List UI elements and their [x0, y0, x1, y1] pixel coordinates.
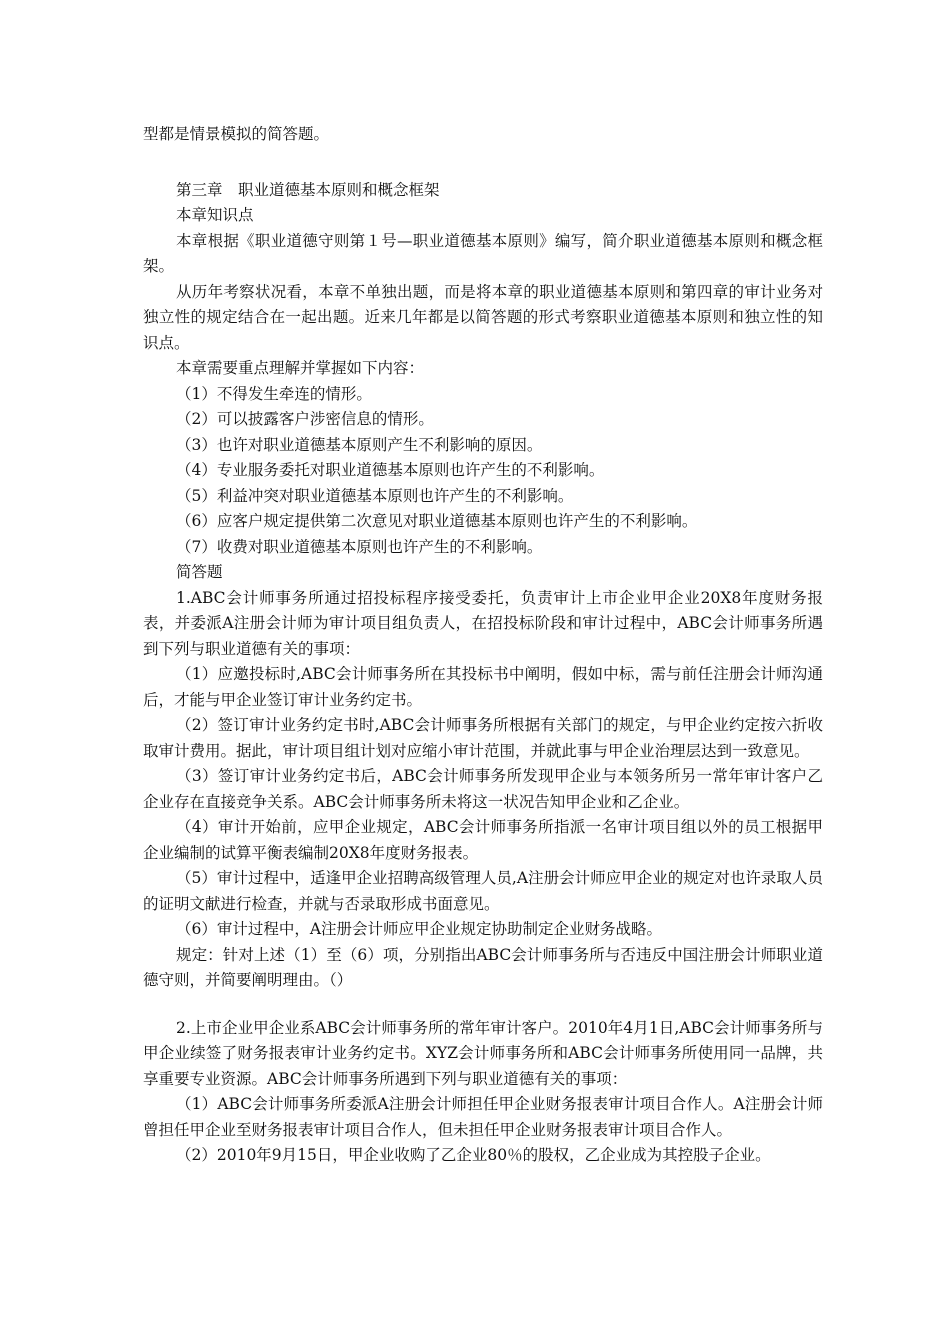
question-1-item: （5）审计过程中，适逢甲企业招聘高级管理人员,A注册会计师应甲企业的规定对也许录取人员的证明文献进行检查，并就与否录取形成书面意见。 [143, 869, 823, 913]
question-1-item: （4）审计开始前，应甲企业规定，ABC会计师事务所指派一名审计项目组以外的员工根据甲企业编制的试算平衡表编制20X8年度财务报表。 [143, 818, 823, 862]
spacer [143, 148, 823, 178]
question-1-item: （2）签订审计业务约定书时,ABC会计师事务所根据有关部门的规定，与甲企业约定按六折收取审计费用。据此，审计项目组计划对应缩小审计范围，并就此事与甲企业治理层达到一致意见。 [143, 716, 823, 760]
list-item: （3）也许对职业道德基本原则产生不利影响的原因。 [176, 435, 543, 454]
question-1-requirement: 规定：针对上述（1）至（6）项，分别指出ABC会计师事务所与否违反中国注册会计师职业道德守则，并简要阐明理由。（） [143, 945, 823, 989]
list-item: （1）不得发生牵连的情形。 [176, 384, 372, 403]
list-item: （7）收费对职业道德基本原则也许产生的不利影响。 [176, 537, 543, 556]
question-1: 1.ABC会计师事务所通过招投标程序接受委托，负责审计上市企业甲企业20X8年度财务报表，并委派A注册会计师为审计项目组负责人，在招投标阶段和审计过程中，ABC会计师事务所遇到下列与职业道德有关的事项： [143, 588, 823, 658]
question-1-item: （1）应邀投标时,ABC会计师事务所在其投标书中阐明，假如中标，需与前任注册会计师沟通后，才能与甲企业签订审计业务约定书。 [143, 665, 823, 709]
list-item: （2）可以披露客户涉密信息的情形。 [176, 410, 434, 428]
question-1-item: （6）审计过程中，A注册会计师应甲企业规定协助制定企业财务战略。 [176, 920, 663, 938]
question-2-item: （2）2010年9月15日，甲企业收购了乙企业80％的股权，乙企业成为其控股子企业。 [176, 1146, 771, 1164]
question-2-item: （1）ABC会计师事务所委派A注册会计师担任甲企业财务报表审计项目合作人。A注册会计师曾担任甲企业至财务报表审计项目合作人，但未担任甲企业财务报表审计项目合作人。 [143, 1095, 823, 1139]
section-heading-knowledge: 本章知识点 [176, 206, 254, 224]
section-heading-short-answer: 简答题 [176, 563, 223, 581]
list-item: （4）专业服务委托对职业道德基本原则也许产生的不利影响。 [176, 461, 605, 479]
chapter-title: 第三章 职业道德基本原则和概念框架 [176, 180, 440, 199]
question-1-item: （3）签订审计业务约定书后，ABC会计师事务所发现甲企业与本领务所另一常年审计客户乙企业存在直接竞争关系。ABC会计师事务所未将这一状况告知甲企业和乙企业。 [143, 767, 823, 811]
list-item: （6）应客户规定提供第二次意见对职业道德基本原则也许产生的不利影响。 [176, 512, 698, 530]
spacer [143, 994, 823, 1016]
question-2: 2.上市企业甲企业系ABC会计师事务所的常年审计客户。2010年4月1日,ABC会计师事务所与甲企业续签了财务报表审计业务约定书。XYZ会计师事务所和ABC会计师事务所使用同一品牌，共享重要专业资源。ABC会计师事务所遇到下列与职业道德有关的事项： [143, 1018, 823, 1088]
paragraph-chapter-summary: 本章根据《职业道德守则第１号—职业道德基本原则》编写，简介职业道德基本原则和概念框架。 [143, 231, 823, 275]
paragraph-exam-history: 从历年考察状况看，本章不单独出题，而是将本章的职业道德基本原则和第四章的审计业务对独立性的规定结合在一起出题。近来几年都是以简答题的形式考察职业道德基本原则和独立性的知识点。 [143, 282, 823, 352]
document-body [143, 122, 823, 1169]
paragraph-intro: 型都是情景模拟的简答题。 [143, 125, 330, 143]
list-item: （5）利益冲突对职业道德基本原则也许产生的不利影响。 [176, 486, 574, 505]
paragraph-key-points: 本章需要重点理解并掌握如下内容： [176, 359, 425, 377]
